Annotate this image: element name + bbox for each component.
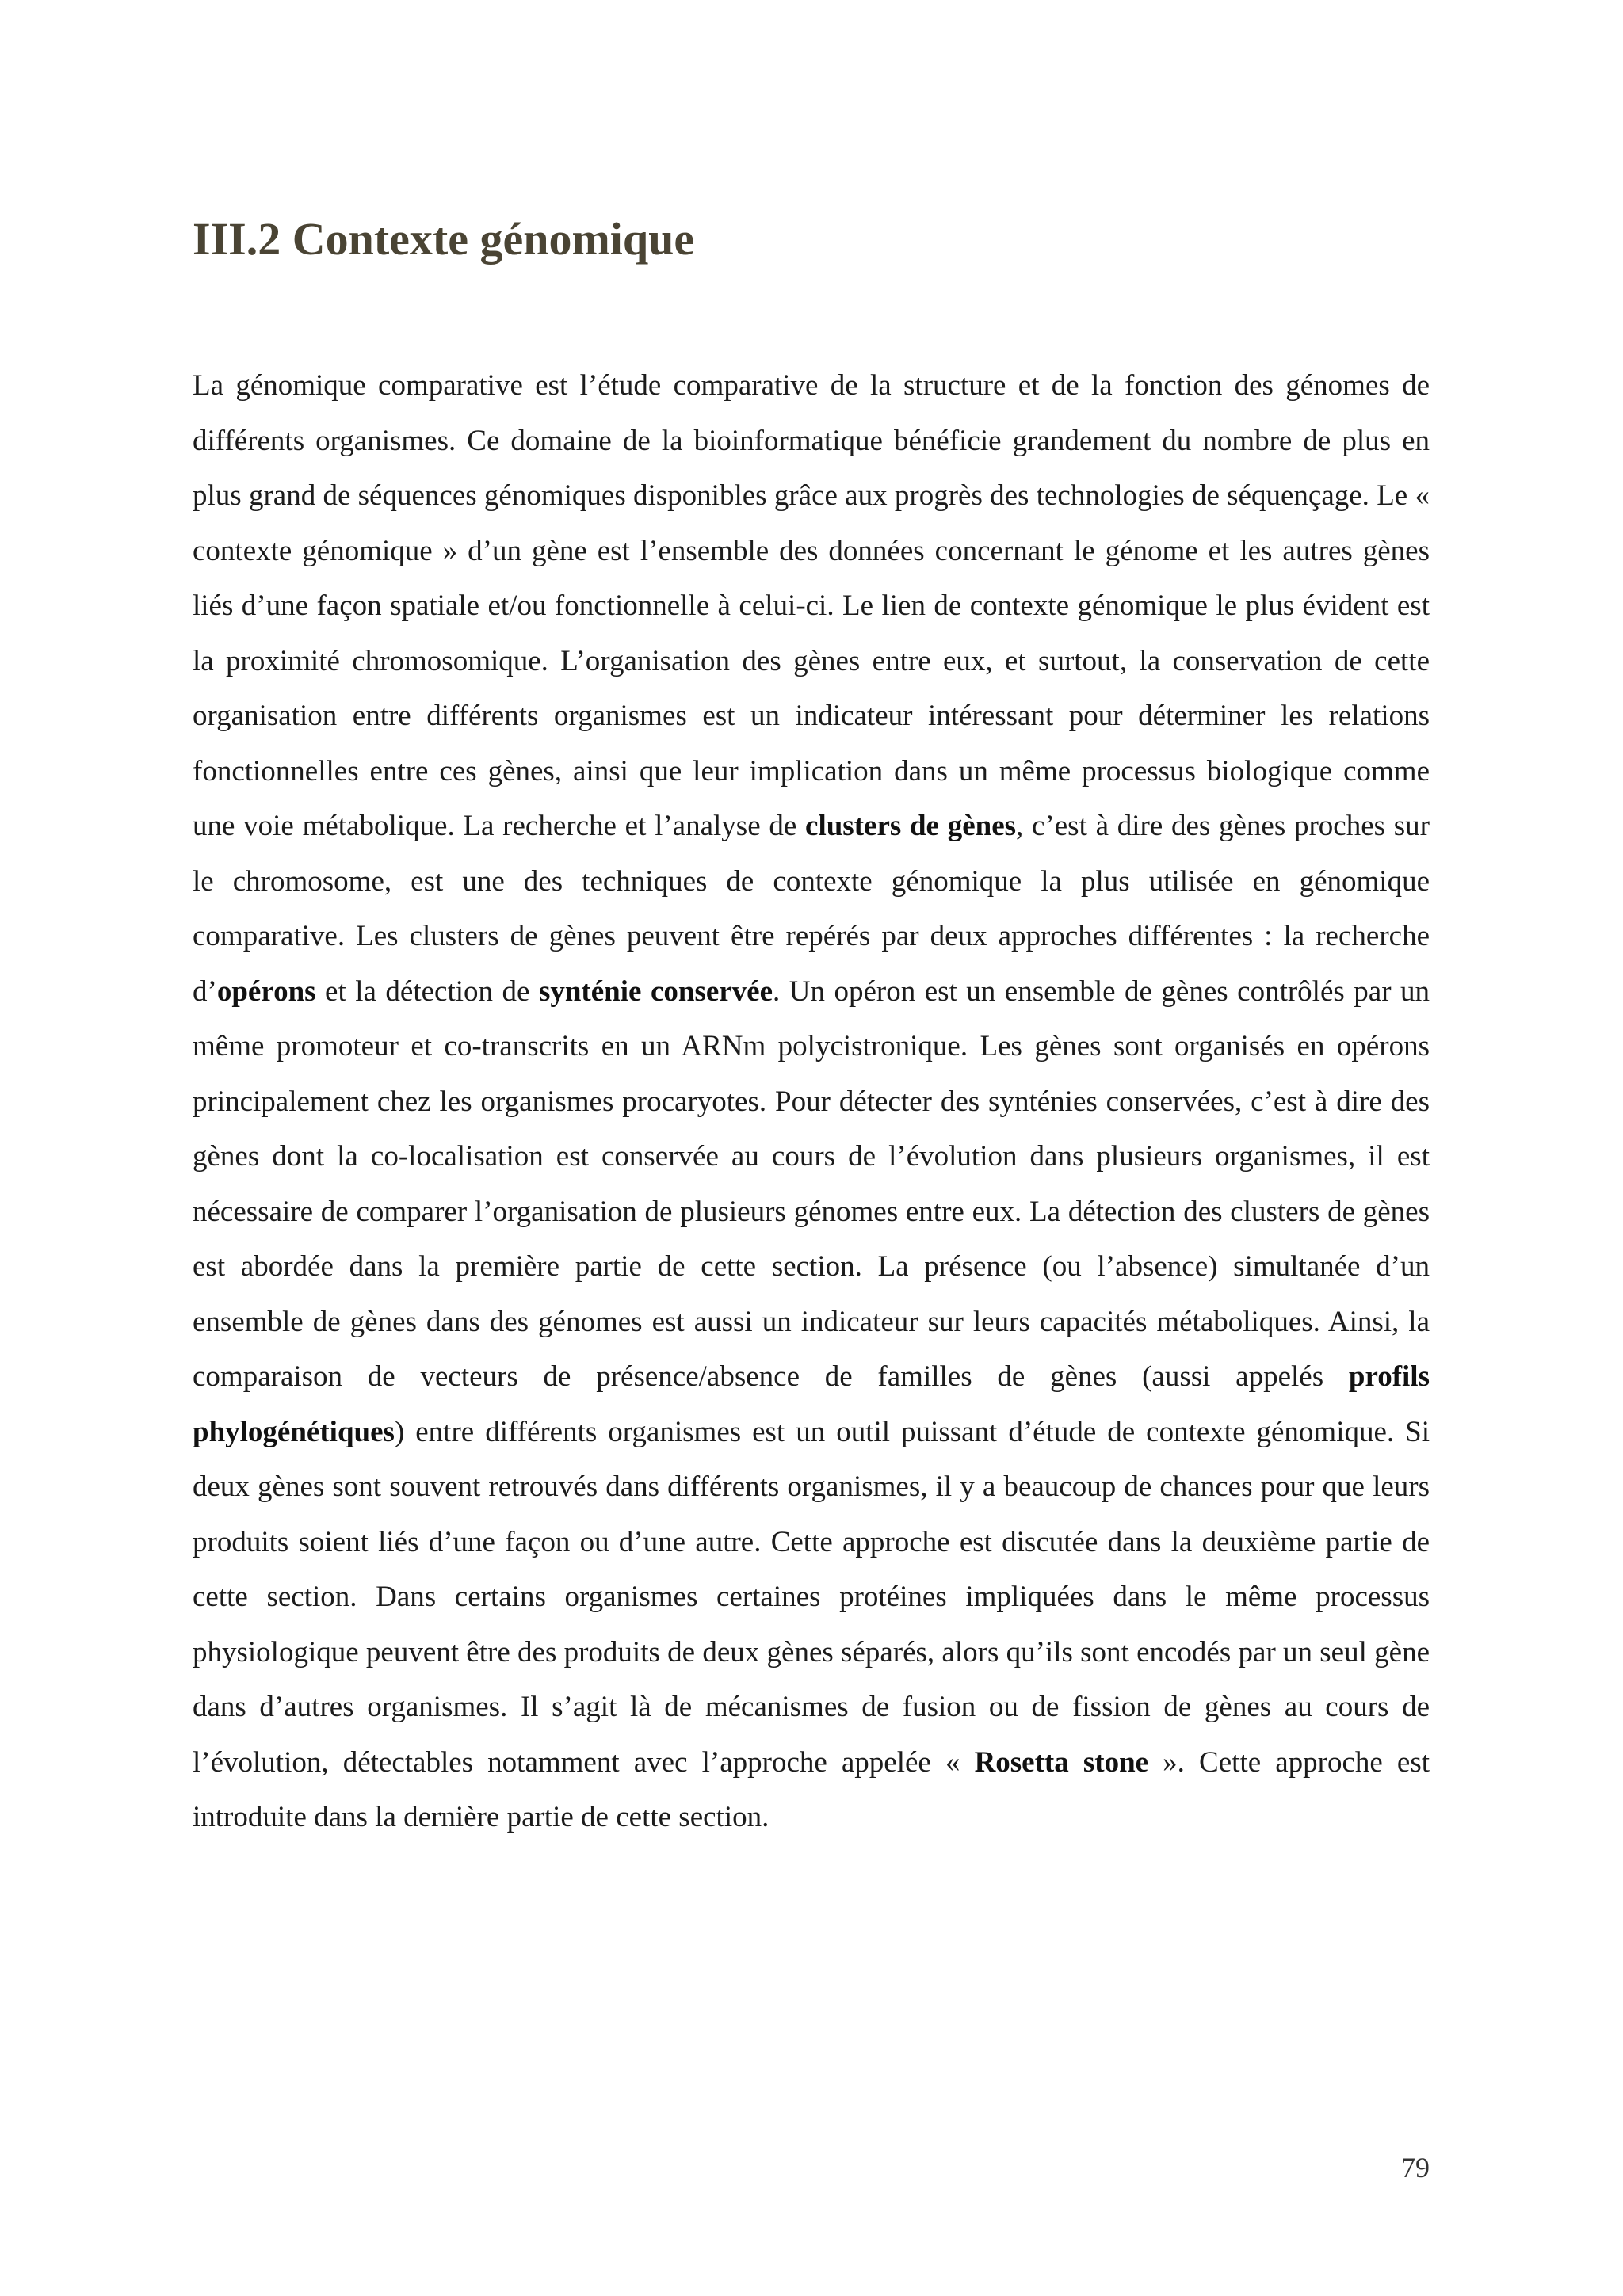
section-heading: III.2 Contexte génomique [193,213,695,265]
page-number: 79 [1401,2152,1430,2183]
body-paragraph [193,358,1430,1845]
key-term-operons: opérons [216,974,316,1008]
paragraph-text: , c’est à dire des gènes proches sur le chromosome, est une des techniques de contexte génomique la plus utilisée en génomique comparative. Les clusters de gènes peuvent être repérés par deux approches différentes : la recherche d’ [193,810,1430,1008]
paragraph-text: ) entre différents organismes est un outil puissant d’étude de contexte génomique. Si deux gènes sont souvent retrouvés dans différents organismes, il y a beaucoup de chances pour que leurs produits soient liés d’une façon ou d’une autre. Cette approche est discutée dans la deuxième partie de cette section. Dans certains organismes certaines protéines impliquées dans le même processus physiologique peuvent être des produits de deux gènes séparés, alors qu’ils sont encodés par un seul gène dans d’autres organismes. Il s’agit là de mécanismes de fusion ou de fission de gènes au cours de l’évolution, détectables notamment avec l’approche appelée « [193,1415,1430,1779]
key-term-syntenie: synténie conservée [538,974,773,1008]
paragraph-text: et la détection de [315,974,539,1008]
key-term-profils: profils phylogénétiques [193,1360,1430,1448]
paragraph-text: La génomique comparative est l’étude comparative de la structure et de la fonction des génomes de différents organismes. Ce domaine de la bioinformatique bénéficie grandement du nombre de plus en plus grand de séquences génomiques disponibles grâce aux progrès des technologies de séquençage. Le « contexte génomique » d’un gène est l’ensemble des données concernant le génome et les autres gènes liés d’une façon spatiale et/ou fonctionnelle à celui-ci. Le lien de contexte génomique le plus évident est la proximité chromosomique. L’organisation des gènes entre eux, et surtout, la conservation de cette organisation entre différents organismes est un indicateur intéressant pour déterminer les relations fonctionnelles entre ces gènes, ainsi que leur implication dans un même processus biologique comme une voie métabolique. La recherche et l’analyse de [193,369,1430,842]
paragraph-text: . Un opéron est un ensemble de gènes contrôlés par un même promoteur et co-transcrits en un ARNm polycistronique. Les gènes sont organisés en opérons principalement chez les organismes procaryotes. Pour détecter des synténies conservées, c’est à dire des gènes dont la co-localisation est conservée au cours de l’évolution dans plusieurs organismes, il est nécessaire de comparer l’organisation de plusieurs génomes entre eux. La détection des clusters de gènes est abordée dans la première partie de cette section. La présence (ou l’absence) simultanée d’un ensemble de gènes dans des génomes est aussi un indicateur sur leurs capacités métaboliques. Ainsi, la comparaison de vecteurs de présence/absence de familles de gènes (aussi appelés [193,974,1430,1393]
key-term-clusters: clusters de gènes [805,810,1017,842]
key-term-rosetta: Rosetta stone [974,1745,1149,1779]
paragraph-text: ». Cette approche est introduite dans la dernière partie de cette section. [193,1745,1430,1833]
